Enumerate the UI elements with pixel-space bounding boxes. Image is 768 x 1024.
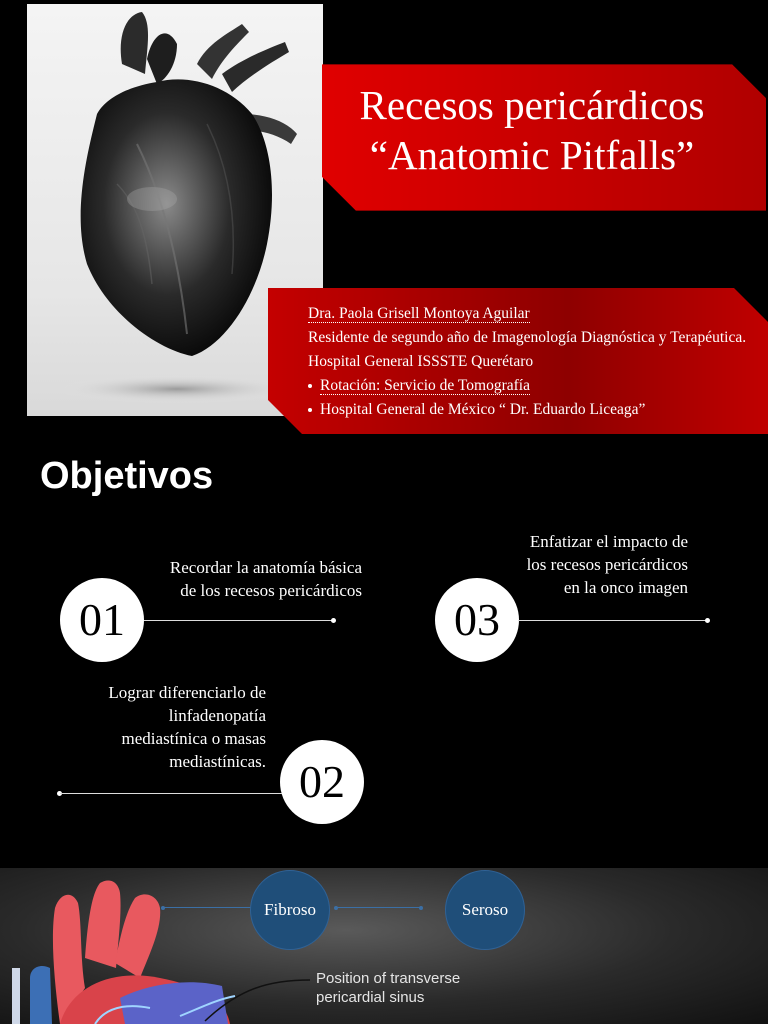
objective-1-line	[144, 620, 334, 621]
line-end-dot	[331, 618, 336, 623]
objective-3-text: Enfatizar el impacto de los recesos pericárdicos en la onco imagen	[526, 532, 688, 597]
objectives-title: Objetivos	[40, 455, 214, 497]
objective-2-text: Lograr diferenciarlo de linfadenopatía mediastínica o masas mediastínicas.	[108, 683, 266, 771]
objective-3-line	[518, 620, 708, 621]
author-info	[308, 304, 748, 419]
objective-1-text: Recordar la anatomía básica de los recesos pericárdicos	[169, 558, 362, 600]
author-role: Residente de segundo año de Imagenología Diagnóstica y Terapéutica.	[308, 329, 747, 346]
seroso-circle: Seroso	[445, 870, 525, 950]
objective-2-line	[60, 793, 282, 794]
title-line-1: Recesos pericárdicos	[359, 82, 705, 128]
bullet-icon	[308, 408, 312, 412]
fibroso-circle: Fibroso	[250, 870, 330, 950]
connector-dot	[419, 906, 423, 910]
objective-3-number: 03	[435, 578, 519, 662]
objective-2-number: 02	[280, 740, 364, 824]
objective-1-number: 01	[60, 578, 144, 662]
connector-line	[336, 907, 422, 908]
sinus-label: Position of transverse pericardial sinus	[316, 970, 461, 1006]
connector-line	[163, 907, 251, 908]
author-name: Dra. Paola Grisell Montoya Aguilar	[308, 305, 530, 322]
bullet-item: Hospital General de México “ Dr. Eduardo Liceaga”	[308, 400, 748, 419]
hospital-name: Hospital General ISSSTE Querétaro	[308, 353, 534, 370]
bullet-item: Rotación: Servicio de Tomografía	[308, 376, 748, 395]
bullet-icon	[308, 384, 312, 388]
line-end-dot	[705, 618, 710, 623]
presentation-title	[322, 80, 742, 180]
title-line-2: “Anatomic Pitfalls”	[369, 132, 695, 178]
